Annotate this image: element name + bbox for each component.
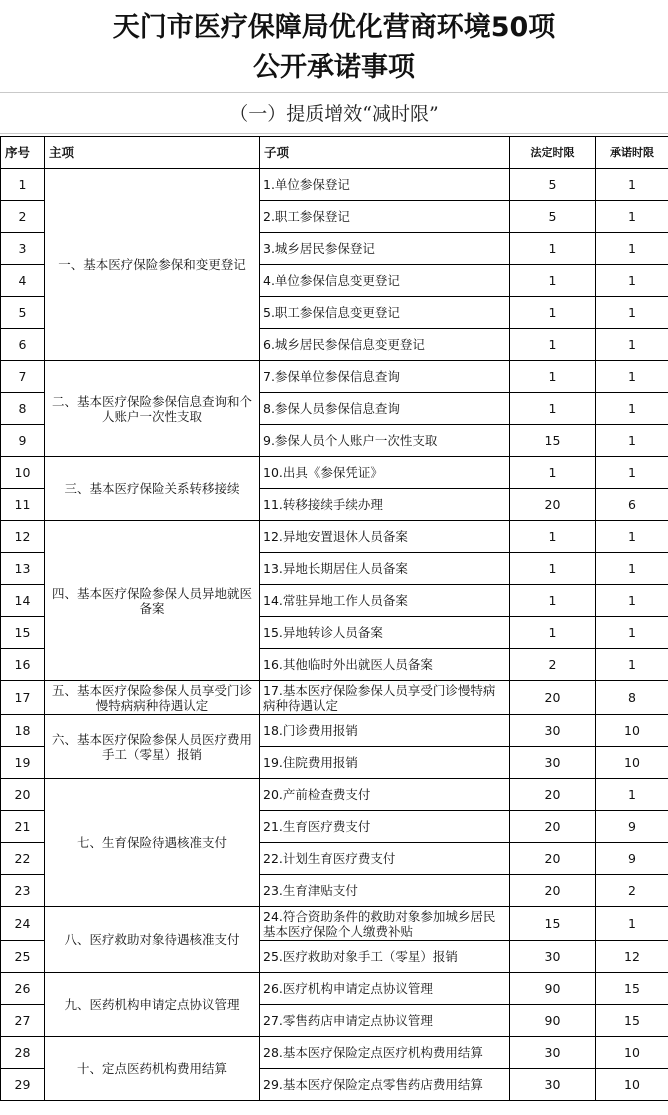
- sub-item: 23.生育津贴支付: [260, 875, 510, 907]
- section-subtitle: （一）提质增效“减时限”: [229, 103, 439, 125]
- sub-item: 29.基本医疗保险定点零售药店费用结算: [260, 1069, 510, 1101]
- legal-limit: 90: [510, 973, 596, 1005]
- row-seq: 13: [1, 553, 45, 585]
- promised-limit: 1: [596, 361, 668, 393]
- legal-limit: 15: [510, 907, 596, 941]
- header-sub-item: 子项: [260, 137, 510, 169]
- header-legal-limit: 法定时限: [510, 137, 596, 169]
- promised-limit: 1: [596, 779, 668, 811]
- promised-limit: 1: [596, 457, 668, 489]
- sub-item: 20.产前检查费支付: [260, 779, 510, 811]
- row-seq: 21: [1, 811, 45, 843]
- promised-limit: 1: [596, 297, 668, 329]
- promised-limit: 6: [596, 489, 668, 521]
- sub-item: 21.生育医疗费支付: [260, 811, 510, 843]
- row-seq: 4: [1, 265, 45, 297]
- table-row: [1, 907, 668, 941]
- row-seq: 2: [1, 201, 45, 233]
- main-item: 六、基本医疗保险参保人员医疗费用手工（零星）报销: [45, 715, 260, 779]
- title-line-1: 天门市医疗保障局优化营商环境50项: [112, 12, 556, 43]
- commitments-table: [0, 136, 668, 1101]
- sub-item: 13.异地长期居住人员备案: [260, 553, 510, 585]
- row-seq: 7: [1, 361, 45, 393]
- promised-limit: 1: [596, 585, 668, 617]
- sub-item: 7.参保单位参保信息查询: [260, 361, 510, 393]
- sub-item: 22.计划生育医疗费支付: [260, 843, 510, 875]
- table-body: [1, 169, 668, 1101]
- row-seq: 27: [1, 1005, 45, 1037]
- row-seq: 24: [1, 907, 45, 941]
- promised-limit: 1: [596, 201, 668, 233]
- sub-item: 14.常驻异地工作人员备案: [260, 585, 510, 617]
- promised-limit: 1: [596, 265, 668, 297]
- row-seq: 25: [1, 941, 45, 973]
- legal-limit: 20: [510, 811, 596, 843]
- header-promised-limit: 承诺时限: [596, 137, 668, 169]
- legal-limit: 1: [510, 521, 596, 553]
- legal-limit: 20: [510, 489, 596, 521]
- promised-limit: 10: [596, 747, 668, 779]
- sub-item: 1.单位参保登记: [260, 169, 510, 201]
- row-seq: 6: [1, 329, 45, 361]
- row-seq: 8: [1, 393, 45, 425]
- legal-limit: 1: [510, 585, 596, 617]
- main-item: 十、定点医药机构费用结算: [45, 1037, 260, 1101]
- sub-item: 2.职工参保登记: [260, 201, 510, 233]
- row-seq: 14: [1, 585, 45, 617]
- sub-item: 16.其他临时外出就医人员备案: [260, 649, 510, 681]
- main-item: 四、基本医疗保险参保人员异地就医备案: [45, 521, 260, 681]
- row-seq: 1: [1, 169, 45, 201]
- sub-item: 25.医疗救助对象手工（零星）报销: [260, 941, 510, 973]
- legal-limit: 30: [510, 747, 596, 779]
- table-row: [1, 457, 668, 489]
- table-row: [1, 169, 668, 201]
- table-row: [1, 681, 668, 715]
- row-seq: 18: [1, 715, 45, 747]
- table-header-row: [1, 137, 668, 169]
- page-title: [0, 8, 668, 88]
- row-seq: 22: [1, 843, 45, 875]
- legal-limit: 15: [510, 425, 596, 457]
- row-seq: 10: [1, 457, 45, 489]
- title-divider: [0, 92, 668, 93]
- subtitle-divider: [0, 133, 668, 134]
- row-seq: 12: [1, 521, 45, 553]
- sub-item: 9.参保人员个人账户一次性支取: [260, 425, 510, 457]
- sub-item: 26.医疗机构申请定点协议管理: [260, 973, 510, 1005]
- legal-limit: 30: [510, 715, 596, 747]
- row-seq: 17: [1, 681, 45, 715]
- legal-limit: 5: [510, 169, 596, 201]
- main-item: 二、基本医疗保险参保信息查询和个人账户一次性支取: [45, 361, 260, 457]
- promised-limit: 10: [596, 1037, 668, 1069]
- legal-limit: 30: [510, 1037, 596, 1069]
- table-row: [1, 521, 668, 553]
- legal-limit: 1: [510, 297, 596, 329]
- promised-limit: 1: [596, 553, 668, 585]
- legal-limit: 1: [510, 329, 596, 361]
- sub-item: 18.门诊费用报销: [260, 715, 510, 747]
- main-item: 九、医药机构申请定点协议管理: [45, 973, 260, 1037]
- header-main-item: 主项: [45, 137, 260, 169]
- sub-item: 24.符合资助条件的救助对象参加城乡居民基本医疗保险个人缴费补贴: [260, 907, 510, 941]
- row-seq: 11: [1, 489, 45, 521]
- sub-item: 8.参保人员参保信息查询: [260, 393, 510, 425]
- promised-limit: 1: [596, 521, 668, 553]
- row-seq: 3: [1, 233, 45, 265]
- promised-limit: 10: [596, 715, 668, 747]
- title-line-2: 公开承诺事项: [253, 52, 415, 83]
- main-item: 五、基本医疗保险参保人员享受门诊慢特病病种待遇认定: [45, 681, 260, 715]
- promised-limit: 1: [596, 907, 668, 941]
- main-item: 三、基本医疗保险关系转移接续: [45, 457, 260, 521]
- promised-limit: 9: [596, 843, 668, 875]
- legal-limit: 30: [510, 1069, 596, 1101]
- row-seq: 28: [1, 1037, 45, 1069]
- legal-limit: 20: [510, 843, 596, 875]
- promised-limit: 8: [596, 681, 668, 715]
- legal-limit: 5: [510, 201, 596, 233]
- row-seq: 26: [1, 973, 45, 1005]
- row-seq: 20: [1, 779, 45, 811]
- legal-limit: 1: [510, 617, 596, 649]
- promised-limit: 1: [596, 617, 668, 649]
- promised-limit: 15: [596, 973, 668, 1005]
- promised-limit: 1: [596, 425, 668, 457]
- table-row: [1, 1037, 668, 1069]
- row-seq: 19: [1, 747, 45, 779]
- sub-item: 6.城乡居民参保信息变更登记: [260, 329, 510, 361]
- main-item: 七、生育保险待遇核准支付: [45, 779, 260, 907]
- sub-item: 5.职工参保信息变更登记: [260, 297, 510, 329]
- sub-item: 27.零售药店申请定点协议管理: [260, 1005, 510, 1037]
- row-seq: 9: [1, 425, 45, 457]
- table-row: [1, 973, 668, 1005]
- legal-limit: 1: [510, 233, 596, 265]
- promised-limit: 1: [596, 169, 668, 201]
- legal-limit: 1: [510, 265, 596, 297]
- sub-item: 4.单位参保信息变更登记: [260, 265, 510, 297]
- sub-item: 3.城乡居民参保登记: [260, 233, 510, 265]
- row-seq: 15: [1, 617, 45, 649]
- promised-limit: 1: [596, 329, 668, 361]
- sub-item: 28.基本医疗保险定点医疗机构费用结算: [260, 1037, 510, 1069]
- legal-limit: 2: [510, 649, 596, 681]
- promised-limit: 15: [596, 1005, 668, 1037]
- table-row: [1, 715, 668, 747]
- promised-limit: 2: [596, 875, 668, 907]
- legal-limit: 30: [510, 941, 596, 973]
- legal-limit: 20: [510, 779, 596, 811]
- sub-item: 11.转移接续手续办理: [260, 489, 510, 521]
- row-seq: 23: [1, 875, 45, 907]
- promised-limit: 9: [596, 811, 668, 843]
- table-row: [1, 361, 668, 393]
- main-item: 八、医疗救助对象待遇核准支付: [45, 907, 260, 973]
- row-seq: 16: [1, 649, 45, 681]
- table-row: [1, 779, 668, 811]
- sub-item: 15.异地转诊人员备案: [260, 617, 510, 649]
- promised-limit: 12: [596, 941, 668, 973]
- legal-limit: 1: [510, 553, 596, 585]
- sub-item: 17.基本医疗保险参保人员享受门诊慢特病病种待遇认定: [260, 681, 510, 715]
- legal-limit: 1: [510, 361, 596, 393]
- row-seq: 5: [1, 297, 45, 329]
- sub-item: 19.住院费用报销: [260, 747, 510, 779]
- header-seq: 序号: [1, 137, 45, 169]
- main-item: 一、基本医疗保险参保和变更登记: [45, 169, 260, 361]
- legal-limit: 1: [510, 393, 596, 425]
- legal-limit: 20: [510, 875, 596, 907]
- promised-limit: 10: [596, 1069, 668, 1101]
- promised-limit: 1: [596, 393, 668, 425]
- sub-item: 10.出具《参保凭证》: [260, 457, 510, 489]
- promised-limit: 1: [596, 649, 668, 681]
- legal-limit: 90: [510, 1005, 596, 1037]
- legal-limit: 20: [510, 681, 596, 715]
- row-seq: 29: [1, 1069, 45, 1101]
- legal-limit: 1: [510, 457, 596, 489]
- promised-limit: 1: [596, 233, 668, 265]
- sub-item: 12.异地安置退休人员备案: [260, 521, 510, 553]
